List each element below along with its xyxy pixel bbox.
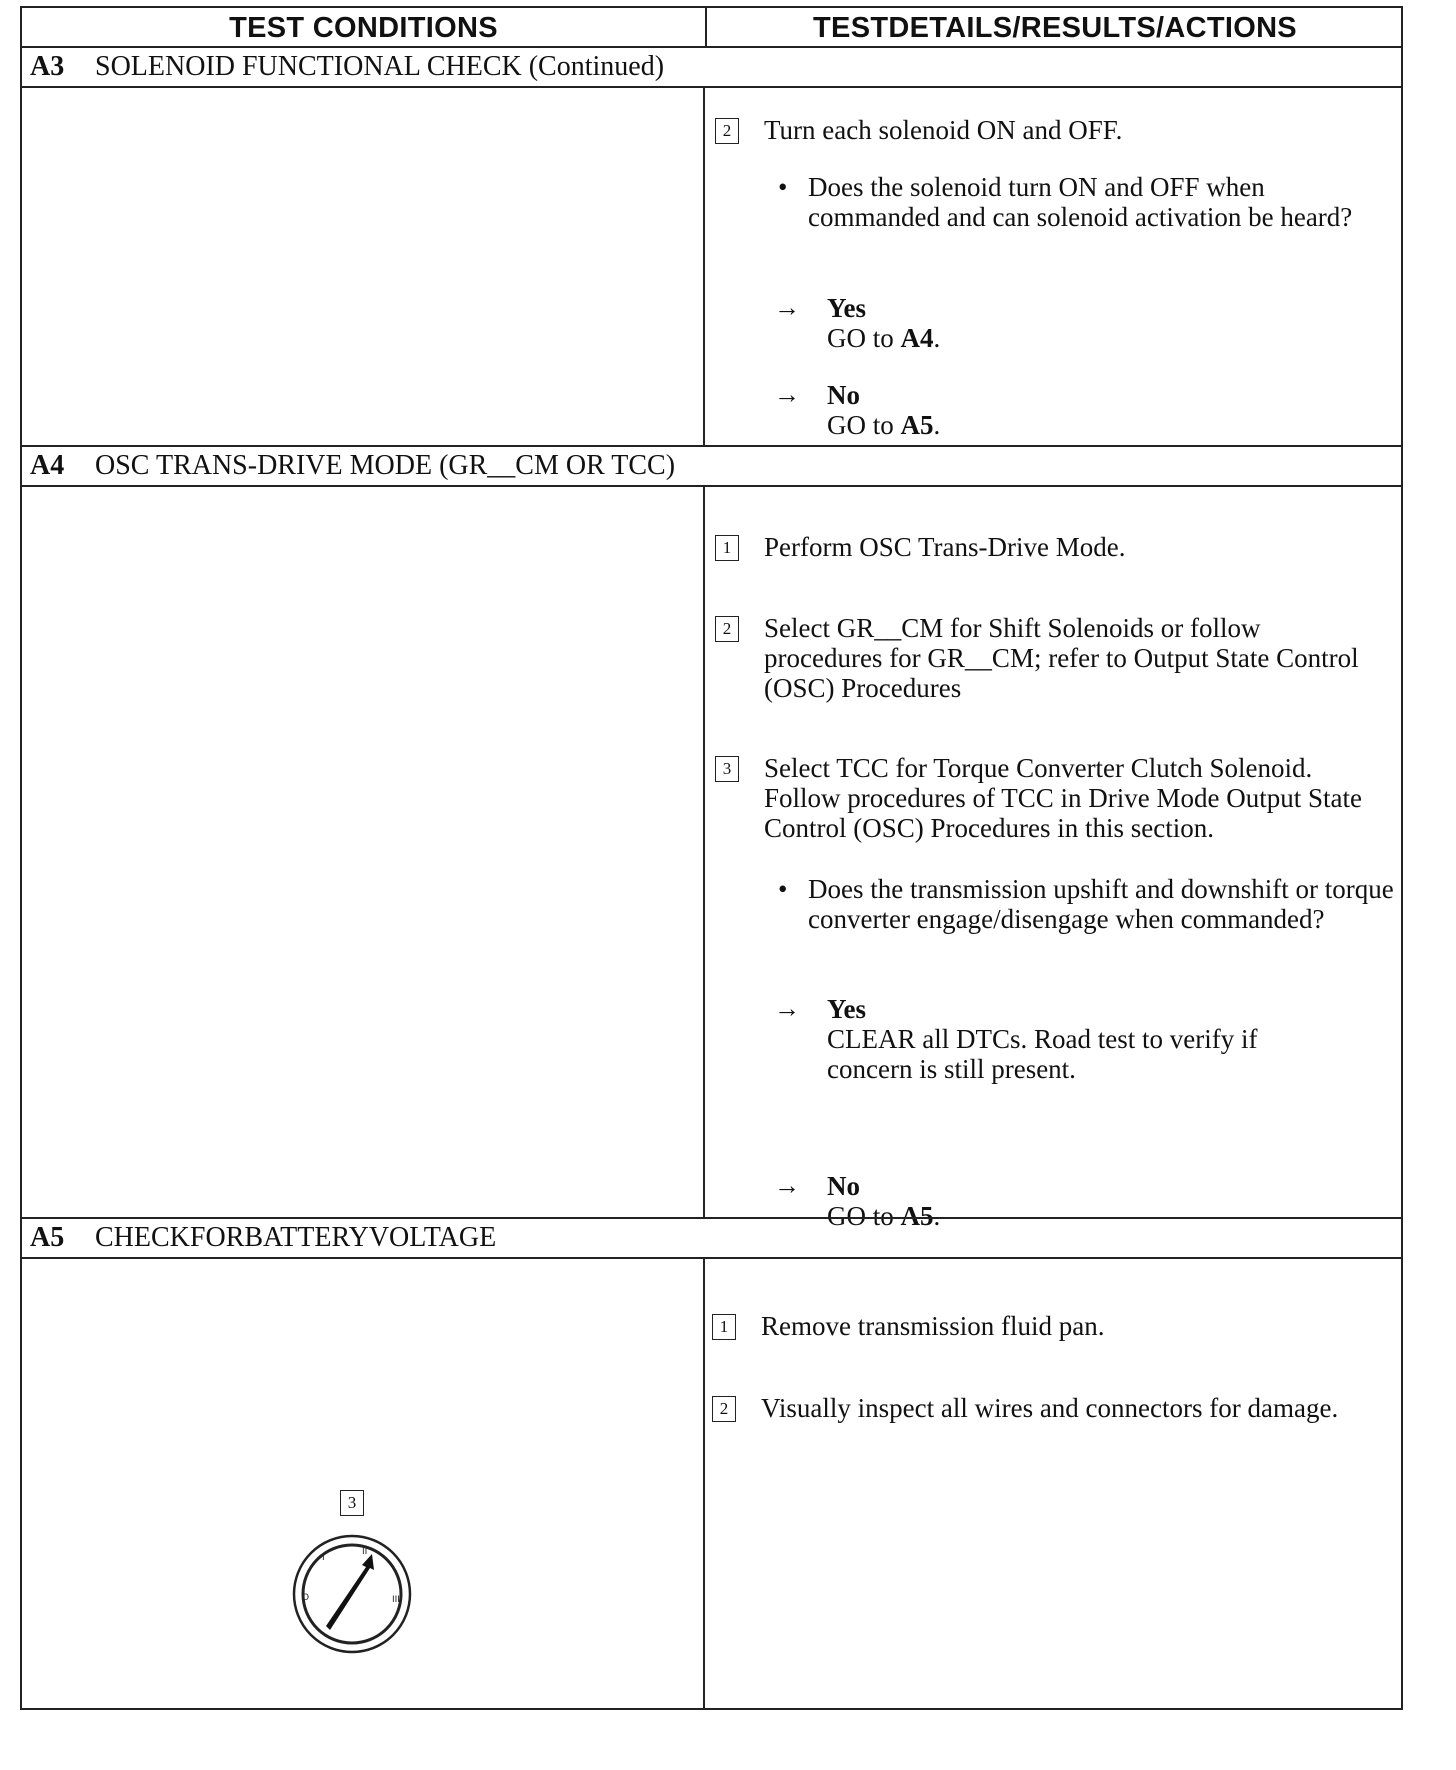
arrow-icon: → <box>774 1171 800 1200</box>
key-position-label: O <box>302 1593 310 1603</box>
answer-yes <box>827 994 1347 1084</box>
answer-label: Yes <box>827 994 866 1024</box>
step-number-box: 3 <box>715 756 739 782</box>
answer-suffix: . <box>933 323 941 353</box>
answer-suffix: . <box>933 410 941 440</box>
diagnostic-table <box>20 6 1403 1710</box>
bullet: • <box>778 874 788 904</box>
answer-target: A5 <box>900 410 934 440</box>
key-arrow-icon <box>326 1554 374 1630</box>
header-test-conditions: TEST CONDITIONS <box>22 8 705 48</box>
answer-no <box>827 380 940 440</box>
answer-target: A4 <box>900 323 934 353</box>
step-text: Visually inspect all wires and connectors for damage. <box>761 1393 1339 1423</box>
step-number-box: 2 <box>712 1396 736 1422</box>
step-text: Perform OSC Trans-Drive Mode. <box>764 532 1126 562</box>
key-position-label: I <box>322 1553 325 1563</box>
key-position-label: III <box>392 1595 400 1605</box>
column-divider <box>703 1257 705 1710</box>
step-text: Select GR__CM for Shift Solenoids or follow procedures for GR__CM; refer to Output State Control (OSC) Procedures <box>764 613 1359 703</box>
answer-prefix: GO to <box>827 410 894 440</box>
answer-prefix: GO to <box>827 323 894 353</box>
section-title: CHECKFORBATTERYVOLTAGE <box>95 1222 497 1253</box>
section-title: OSC TRANS-DRIVE MODE (GR__CM OR TCC) <box>95 450 676 481</box>
question-text: Does the solenoid turn ON and OFF when commanded and can solenoid activation be heard? <box>808 172 1353 232</box>
ignition-switch-diagram <box>290 1532 414 1656</box>
header-test-details: TESTDETAILS/RESULTS/ACTIONS <box>705 8 1403 48</box>
step-text: Turn each solenoid ON and OFF. <box>764 115 1123 145</box>
answer-text: CLEAR all DTCs. Road test to verify if concern is still present. <box>827 1024 1258 1084</box>
answer-suffix: . <box>933 1201 941 1231</box>
step-number-box: 1 <box>715 535 739 561</box>
answer-yes <box>827 293 940 353</box>
column-divider <box>703 485 705 1219</box>
section-title: SOLENOID FUNCTIONAL CHECK (Continued) <box>95 51 665 82</box>
answer-prefix: GO to <box>827 1201 894 1231</box>
step-number-box: 3 <box>340 1490 364 1516</box>
answer-label: Yes <box>827 293 866 323</box>
key-position-label: II <box>362 1547 368 1557</box>
answer-label: No <box>827 380 860 410</box>
column-divider <box>703 86 705 447</box>
bullet: • <box>778 172 788 202</box>
arrow-icon: → <box>774 994 800 1023</box>
section-id: A3 <box>30 51 65 82</box>
section-a4-title-row <box>22 445 1401 487</box>
question-text: Does the transmission upshift and downshift or torque converter engage/disengage when commanded? <box>808 874 1394 934</box>
section-a5-title-row <box>22 1217 1401 1259</box>
arrow-icon: → <box>774 380 800 409</box>
step-number-box: 2 <box>715 616 739 642</box>
step-number-box: 1 <box>712 1314 736 1340</box>
section-id: A4 <box>30 450 65 481</box>
step-number-box: 2 <box>715 118 739 144</box>
section-a3-title-row <box>22 46 1401 88</box>
section-id: A5 <box>30 1222 65 1253</box>
step-text: Remove transmission fluid pan. <box>761 1311 1105 1341</box>
answer-label: No <box>827 1171 860 1201</box>
answer-target: A5 <box>900 1201 934 1231</box>
step-text: Select TCC for Torque Converter Clutch Solenoid. Follow procedures of TCC in Drive Mode Output State Control (OSC) Procedures in this section. <box>764 753 1362 843</box>
arrow-icon: → <box>774 293 800 322</box>
